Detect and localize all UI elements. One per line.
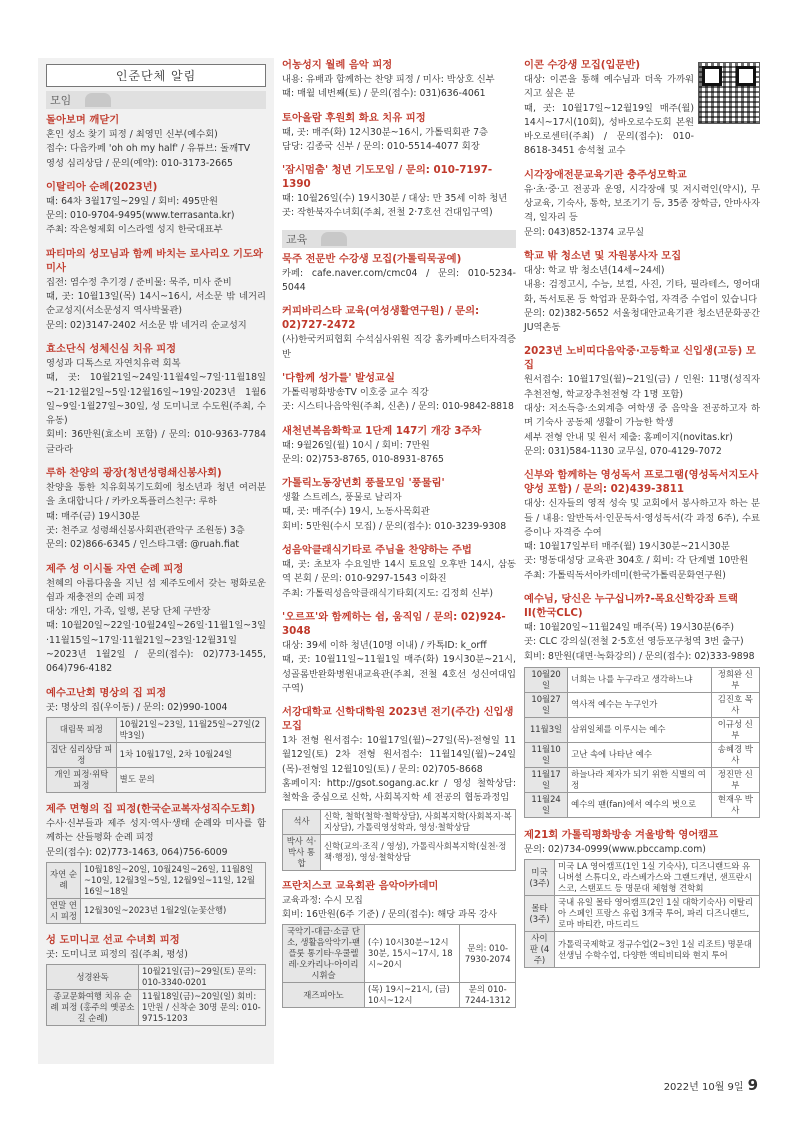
cell: 10월21일~23일, 11월25일~27일(2박3일) (116, 717, 265, 742)
notice-item (282, 371, 516, 415)
cell: 종교문화여행 치유 순례 피정 (홍주의 옛공소길 순례) (47, 990, 139, 1026)
notice-title: 파티마의 성모님과 함께 바치는 로사리오 기도와 미사 (46, 247, 263, 274)
notice-jeju-myeonhyeong (46, 802, 266, 924)
cell: 자연 순례 (47, 862, 81, 898)
cell: 현재우 박사 (711, 792, 759, 817)
category-deco-icon (321, 232, 347, 246)
notice-title: 제21회 가톨릭평화방송 겨울방학 영어캠프 (524, 828, 719, 841)
cell: 대림묵 피정 (47, 717, 117, 742)
notice-title: '잠시멈춤' 청년 기도모임 / 문의: 010-7197-1390 (282, 164, 493, 191)
notice-item (282, 58, 516, 102)
notice-line: 문의: 02)3147-2402 서소문 밖 네거리 순교성지 (46, 319, 247, 331)
notice-line: 집전: 염수정 추기경 / 준비물: 묵주, 미사 준비 (46, 276, 232, 288)
page-footer (664, 1076, 758, 1094)
cell: 정진만 신부 (711, 767, 759, 792)
notice-title: '오르프'와 함께하는 쉼, 움직임 / 문의: 02)924-3048 (282, 610, 506, 637)
cell: 김진호 목사 (711, 692, 759, 717)
cell: 미국 LA 영어캠프(1인 1실 기숙사), 디즈니랜드와 유니버셜 스튜디오, 라스베가스와 그랜드캐년, 샌프란시스코, 스탠포드 등 명문대 체험형 견학회 (555, 860, 760, 896)
issue-date: 2022년 10월 9일 (663, 1082, 744, 1093)
cell: 10월20일 (525, 667, 568, 692)
notice-line: 곳: 명동대성당 교육관 304호 / 회비: 각 단계별 10만원 (524, 555, 749, 567)
notice-line: 때: 10월20일~22일·10월24일~26일·11월1일~3일·11월15일~17일·11월21일~23일·12월31일~2023년 1월2일 / 문의(접수): 02)773-1455, 064)796-4182 (46, 620, 266, 675)
notice-title: 이콘 수강생 모집(입문반) (524, 59, 641, 71)
category-label: 교육 (286, 232, 308, 246)
notice-line: 대상: 저소득층·소외계층 여학생 중 음악을 전공하고자 하며 기숙사 공동체 생활이 가능한 학생 (524, 403, 760, 429)
cell: 11월3일 (525, 717, 568, 742)
notice-line: 접수: 다음카페 'oh oh my half' / 유튜브: 돌깨TV (46, 143, 251, 155)
notice-line: 주최: 가톨릭독서아카데미(한국가톨릭문화연구원) (524, 569, 726, 581)
notice-title: 이탈리아 순례(2023년) (46, 180, 158, 193)
dominic-table (46, 964, 266, 1026)
notice-item (282, 610, 516, 696)
notice-line: (사)한국커피협회 수석심사위원 직강 홈카페마스터자격증반 (282, 334, 516, 360)
notice-list (282, 58, 516, 221)
cell: 신학, 철학(철학·철학상담), 사회복지학(사회복지·복지상담), 가톨릭영성학과, 영성·철학상담 (321, 809, 516, 834)
cell: 신학(교의·조직 / 영성), 가톨릭사회복지학(실천·정책·행정), 영성·철학상담 (321, 834, 516, 870)
notice-line: 곳: 작한북자수녀회(주최, 전철 2·7호선 건대입구역) (282, 207, 493, 219)
cell: 재즈피아노 (283, 983, 365, 1008)
notice-francis (282, 879, 516, 1009)
notice-title: '다함께 성가를' 발성교실 (282, 371, 395, 384)
notice-line: 곳: 천주교 성령쇄신봉사회관(관악구 조원동) 3층 (46, 524, 245, 536)
notice-line: 천혜의 아름다움을 지닌 섬 제주도에서 갖는 평화로운 쉼과 재충전의 순례 피정 (46, 577, 266, 603)
cell: 11월24일 (525, 792, 568, 817)
cell: 이규성 신부 (711, 717, 759, 742)
notice-list (524, 58, 760, 664)
cell: 미국 (3주) (525, 860, 555, 896)
notice-line: 카페: cafe.naver.com/cmc04 / 문의: 010-5234-5044 (282, 267, 516, 294)
notice-line: 곳: 시스티나음악원(주최, 신촌) / 문의: 010-9842-8818 (282, 401, 514, 413)
notice-line: 문의: 031)584-1130 교무실, 070-4129-7072 (524, 445, 722, 457)
notice-line: 홈페이지: http://gsot.sogang.ac.kr / 영성 철학상담: 철학을 중심으로 신학, 사회복지학 세 전공의 협동과정임 (282, 778, 516, 804)
notice-line: 내용: 유배과 함께하는 찬양 피정 / 미사: 박상호 신부 (282, 74, 495, 85)
notice-line: 회비: 8만원(대면·녹화강의) / 문의(접수): 02)333-9898 (524, 650, 755, 662)
camp-table (524, 859, 760, 968)
notice-item (46, 113, 266, 171)
cell: 하늘나라 제자가 되기 위한 식별의 여정 (568, 767, 712, 792)
notice-title: 가톨릭노동장년회 풍물모임 '풍물림' (282, 477, 445, 490)
notice-title: 어농성지 월례 음악 피정 (282, 59, 393, 71)
clc-schedule-table (524, 667, 760, 818)
notice-line: 대상: 개인, 가족, 일행, 본당 단체 구반장 (46, 606, 211, 618)
notice-line: 때, 곳: 매주(수) 19시, 노동사목회관 (282, 506, 430, 518)
notice-line: 생활 스트레스, 풍물로 날리자 (282, 492, 402, 504)
notice-item (282, 111, 516, 155)
cell: 송혜경 박사 (711, 742, 759, 767)
notice-line: 대상: 신자들의 영적 성숙 및 교회에서 봉사하고자 하는 분들 / 내용: 알반독서·인문독서·영성독서(각 과정 6주), 수료증이나 자격증 수여 (524, 498, 760, 538)
cell: 석사 (283, 809, 321, 834)
notice-item (46, 342, 266, 457)
notice-item (282, 705, 516, 805)
notice-line: 문의: 02)734-0999(www.pbccamp.com) (524, 843, 706, 855)
notice-title: 학교 밖 청소년 및 자원봉사자 모집 (524, 249, 682, 262)
cell: (수) 10시30분~12시30분, 15시~17시, 18시~20시 (365, 925, 460, 983)
cell: 예수의 팬(fan)에서 예수의 벗으로 (568, 792, 712, 817)
cell: 집단 심리상담 피정 (47, 742, 117, 767)
cell: 너희는 나를 누구라고 생각하느냐 (568, 667, 712, 692)
notice-line: 주최: 작은형제회 이스라엘 성지 한국대표부 (46, 224, 223, 236)
notice-line: 담당: 김종국 신부 / 문의: 010-5514-4077 회장 (282, 140, 480, 152)
notice-line: 때, 곳: 10월11일~11월1일 매주(화) 19시30분~21시, 성골롬반완화병원내교육관(주최, 전철 4호선 성신여대입구역) (282, 654, 516, 694)
qr-code-icon (698, 62, 760, 124)
sogang-table (282, 809, 516, 871)
category-header-meeting (46, 91, 266, 109)
notice-line: 주최: 가톨릭성음악클래식기타회(지도: 김정희 신부) (282, 587, 493, 599)
notice-title: 신부와 함께하는 영성독서 프로그램(영성독서지도사 양성 포함) / 문의: 02)439-3811 (524, 469, 759, 496)
notice-line: 문의: 02)382-5652 서울청대안교육기관 청소년문화공간JU역촌동 (524, 307, 760, 334)
notice-line: 영성과 디톡스로 자연치유력 회복 (46, 357, 181, 369)
column-3 (524, 58, 760, 977)
category-header-education (282, 230, 516, 248)
notice-item (46, 180, 266, 238)
section-title: 인준단체 알림 (46, 64, 266, 87)
column-2 (282, 58, 516, 1017)
notice-item (282, 476, 516, 534)
cell: 가톨릭국제학교 정규수업(2~3인 1실 리조트) 명문대 선생님 수학수업, 다양한 액티비티와 현지 투어 (555, 932, 760, 968)
notice-title: 성음악클래식기타로 주님을 찬양하는 주법 (282, 544, 472, 557)
notice-title: 루하 찬양의 광장(청년성령쇄신봉사회) (46, 467, 222, 480)
notice-line: 세부 전형 안내 및 원서 제출: 홈페이지(novitas.kr) (524, 431, 733, 443)
notice-line: 문의(접수): 02)773-1463, 064)756-6009 (46, 846, 228, 858)
category-deco-icon (85, 93, 111, 107)
notice-myeongsang (46, 686, 266, 793)
cell: (목) 19시~21시, (금) 10시~12시 (365, 983, 460, 1008)
jeju-table (46, 862, 266, 924)
notice-title: 예수님, 당신은 누구십니까?-목요신학강좌 트랙 II(한국CLC) (524, 593, 738, 620)
cell: 고난 속에 나타난 예수 (568, 742, 712, 767)
cell: 10월27일 (525, 692, 568, 717)
cell: 10월18일~20일, 10월24일~26일, 11월8일~10일, 12월3일~5일, 12월9일~11일, 12월16일~18일 (81, 862, 266, 898)
column-1 (38, 58, 274, 1064)
notice-line: 원서접수: 10월17일(월)~21일(금) / 인원: 11명(성직자추천전형, 학교장추천전형 각 1명 포함) (524, 374, 760, 400)
notice-list (46, 113, 266, 677)
notice-line: 곳: 명상의 집(우이동) / 문의: 02)990-1004 (46, 701, 228, 713)
notice-line: 곳: CLC 강의실(전철 2·5호선 영등포구청역 3번 출구) (524, 636, 744, 648)
cell: 연말 연시 피정 (47, 898, 81, 923)
cell: 박사 석·박사 통합 (283, 834, 321, 870)
notice-item (282, 252, 516, 296)
notice-line: 때: 64차 3월17일~29일 / 회비: 495만원 (46, 195, 218, 207)
notice-line: 교육과정: 수시 모집 (282, 894, 363, 906)
cell: 몰타 (3주) (525, 896, 555, 932)
notice-line: 혼인 성소 찾기 피정 / 최영민 신부(예수회) (46, 129, 218, 140)
notice-line: 회비: 36만원(효소비 포함) / 문의: 010-9363-7784 글라라 (46, 429, 266, 455)
cell: 성경완독 (47, 965, 139, 990)
notice-line: 영성 심리상담 / 문의(예약): 010-3173-2665 (46, 157, 233, 169)
notice-title: 예수고난회 명상의 집 피정 (46, 686, 167, 699)
notice-item (282, 304, 516, 362)
notice-line: 문의: 02)753-8765, 010-8931-8765 (282, 453, 444, 465)
notice-line: 때: 매주(금) 19시30분 (46, 510, 140, 522)
cell: 문의: 010-7930-2074 (460, 925, 516, 983)
notice-item (524, 249, 760, 335)
notice-title: 토아올람 후원회 화요 치유 피정 (282, 111, 426, 124)
page-number: 9 (747, 1076, 758, 1094)
notice-line: 대상: 학교 밖 청소년(14세~24세) (524, 264, 665, 276)
notice-title: 2023년 노비띠다음악중·고등학교 신입생(고등) 모집 (524, 345, 756, 372)
category-label: 모임 (50, 94, 72, 107)
notice-line: 때, 곳: 10월17일~12월19일 매주(월) 14시~17시(10회), 성바오로수도회 본원 바오로센터(주최) / 문의(접수): 010-8618-3451 송석철 교수 (524, 102, 694, 157)
notice-title: 효소단식 성체신심 치유 피정 (46, 342, 177, 355)
notice-item (46, 466, 266, 552)
notice-title: 묵주 전문반 수강생 모집(가톨릭묵공예) (282, 252, 462, 265)
notice-title: 제주 성 이시돌 자연 순례 피정 (46, 562, 184, 575)
notice-line: 회비: 5만원(수시 모집) / 문의(접수): 010-3239-9308 (282, 520, 507, 532)
cell: 국내 유일 몰타 영어캠프(2인 1실 대학기숙사) 이탈리아 스페인 프랑스 유럽 3개국 투어, 파리 디즈니랜드, 로마 바티칸, 마드리드 (555, 896, 760, 932)
notice-line: 때: 10월26일(수) 19시30분 / 대상: 만 35세 이하 청년 (282, 193, 508, 205)
cell: 12월30일~2023년 1월2일(눈꽃산행) (81, 898, 266, 923)
notice-line: 때, 곳: 매주(화) 12시30분~16시, 가톨릭회관 7층 (282, 126, 488, 138)
cell: 별도 문의 (116, 767, 265, 792)
notice-item (524, 592, 760, 664)
cell: 개인 피정·위탁 피정 (47, 767, 117, 792)
notice-title: 제주 면형의 집 피정(한국순교복자성직수도회) (46, 802, 256, 815)
myeongsang-table (46, 717, 266, 793)
notice-item (46, 562, 266, 677)
cell: 10월21일(금)~29일(토) 문의: 010-3340-0201 (139, 965, 266, 990)
notice-english-camp (524, 828, 760, 968)
cell: 11월18일(금)~20일(일) 회비: 1만원 / 신착순 30명 문의: 010-9715-1203 (139, 990, 266, 1026)
notice-list (282, 252, 516, 806)
cell: 정희완 신부 (711, 667, 759, 692)
notice-line: 때: 매월 네번째(토) / 문의(접수): 031)636-4061 (282, 88, 486, 100)
notice-item (524, 468, 760, 583)
francis-table (282, 924, 516, 1008)
notice-line: 곳: 도미니코 피정의 집(주최, 평성) (46, 948, 188, 960)
notice-line: 때: 10월17일부터 매주(월) 19시30분~21시30분 (524, 541, 730, 553)
notice-item (524, 344, 760, 459)
notice-line: 수사·신부들과 제주 성지·역사·생태 순례와 미사를 함께하는 산들평화 순례 피정 (46, 817, 266, 844)
notice-dominic (46, 933, 266, 1026)
notice-title: 커피바리스타 교육(여성생활연구원) / 문의: 02)727-2472 (282, 305, 480, 332)
cell: 11월17일 (525, 767, 568, 792)
notice-line: 가톨릭평화방송TV 이호중 교수 직강 (282, 386, 429, 398)
notice-line: 문의: 043)852-1374 교무실 (524, 226, 645, 238)
notice-line: 때, 곳: 초보자 수요일반 14시 토요일 오후반 14시, 삼동역 본회 / 문의: 010-9297-1543 이화진 (282, 559, 516, 585)
cell: 1차 10월17일, 2차 10월24일 (116, 742, 265, 767)
notice-line: 때, 곳: 10월21일~24일·11월4일~7일·11월18일~21·12월2일~5일·12월16일~19일·2023년 1월6일~9일·1월27일~30일, 성 도미니코 수도원(주최, 수유동) (46, 372, 266, 427)
notice-item (282, 163, 516, 221)
notice-line: 문의: 02)866-6345 / 인스타그램: @ruah.fiat (46, 539, 240, 551)
notice-line: 회비: 16만원(6주 기준) / 문의(접수): 해당 과목 강사 (282, 908, 498, 920)
notice-title: 서강대학교 신학대학원 2023년 전기(주간) 신입생 모집 (282, 706, 514, 733)
notice-line: 문의: 010-9704-9495(www.terrasanta.kr) (46, 210, 235, 222)
notice-item (524, 168, 760, 240)
cell: 국악기-대금·소금 단소, 생활음악악기-팬플룻 통기타·우쿨렐레·오카리나·아이리시휘슬 (283, 925, 365, 983)
cell: 사이판 (4주) (525, 932, 555, 968)
cell: 삼위일체를 이루시는 예수 (568, 717, 712, 742)
notice-title: 돌아보며 깨닫기 (46, 114, 120, 126)
notice-item (282, 424, 516, 468)
notice-line: 유·초·중·고 전공과 운영, 시각장애 및 저시력인(약시), 무상교육, 기숙사, 통학, 보조기기 등, 35종 장학금, 안마사자격, 일자리 등 (524, 183, 760, 224)
notice-line: 때: 9월26일(월) 10시 / 회비: 7만원 (282, 439, 430, 451)
cell: 11월10일 (525, 742, 568, 767)
notice-item (46, 247, 266, 333)
notice-line: 대상: 이콘을 통해 예수님과 더욱 가까워지고 싶은 분 (524, 74, 694, 100)
notice-title: 성 도미니코 선교 수녀회 피정 (46, 933, 180, 946)
cell: 문의 010-7244-1312 (460, 983, 516, 1008)
notice-line: 1차 전형 원서접수: 10월17일(월)~27일(목)-전형일 11월12일(토) 2차 전형 원서접수: 11월14일(월)~24일(목)-전형일 12월10일(토) / 문의: 02)705-8668 (282, 735, 516, 775)
notice-item (282, 543, 516, 601)
notice-line: 때, 곳: 10월13일(목) 14시~16시, 서소문 밖 네거리 순교성지(서소문성지 역사박물관) (46, 291, 266, 317)
notice-line: 찬양을 통한 치유회복기도회에 청소년과 청년 여러분을 초대합니다 / 카카오톡플러스친구: 루하 (46, 482, 266, 508)
notice-title: 시각장애전문교육기관 충주성모학교 (524, 168, 687, 181)
notice-line: 대상: 39세 이하 청년(10명 이내) / 카톡ID: k_orff (282, 639, 487, 651)
notice-line: 때: 10월20일~11월24일 매주(목) 19시30분(6주) (524, 622, 734, 634)
notice-title: 새천년복음화학교 1단계 147기 개강 3주차 (282, 424, 482, 437)
notice-title: 프란치스코 교육회관 음악아카데미 (282, 879, 439, 892)
cell: 역사적 예수는 누구인가 (568, 692, 712, 717)
notice-line: 내용: 검정고시, 수능, 보컬, 사진, 기타, 필라테스, 영어대화, 독서토론 등 학업과 문화수업, 자격증 수업이 있습니다 (524, 279, 760, 305)
